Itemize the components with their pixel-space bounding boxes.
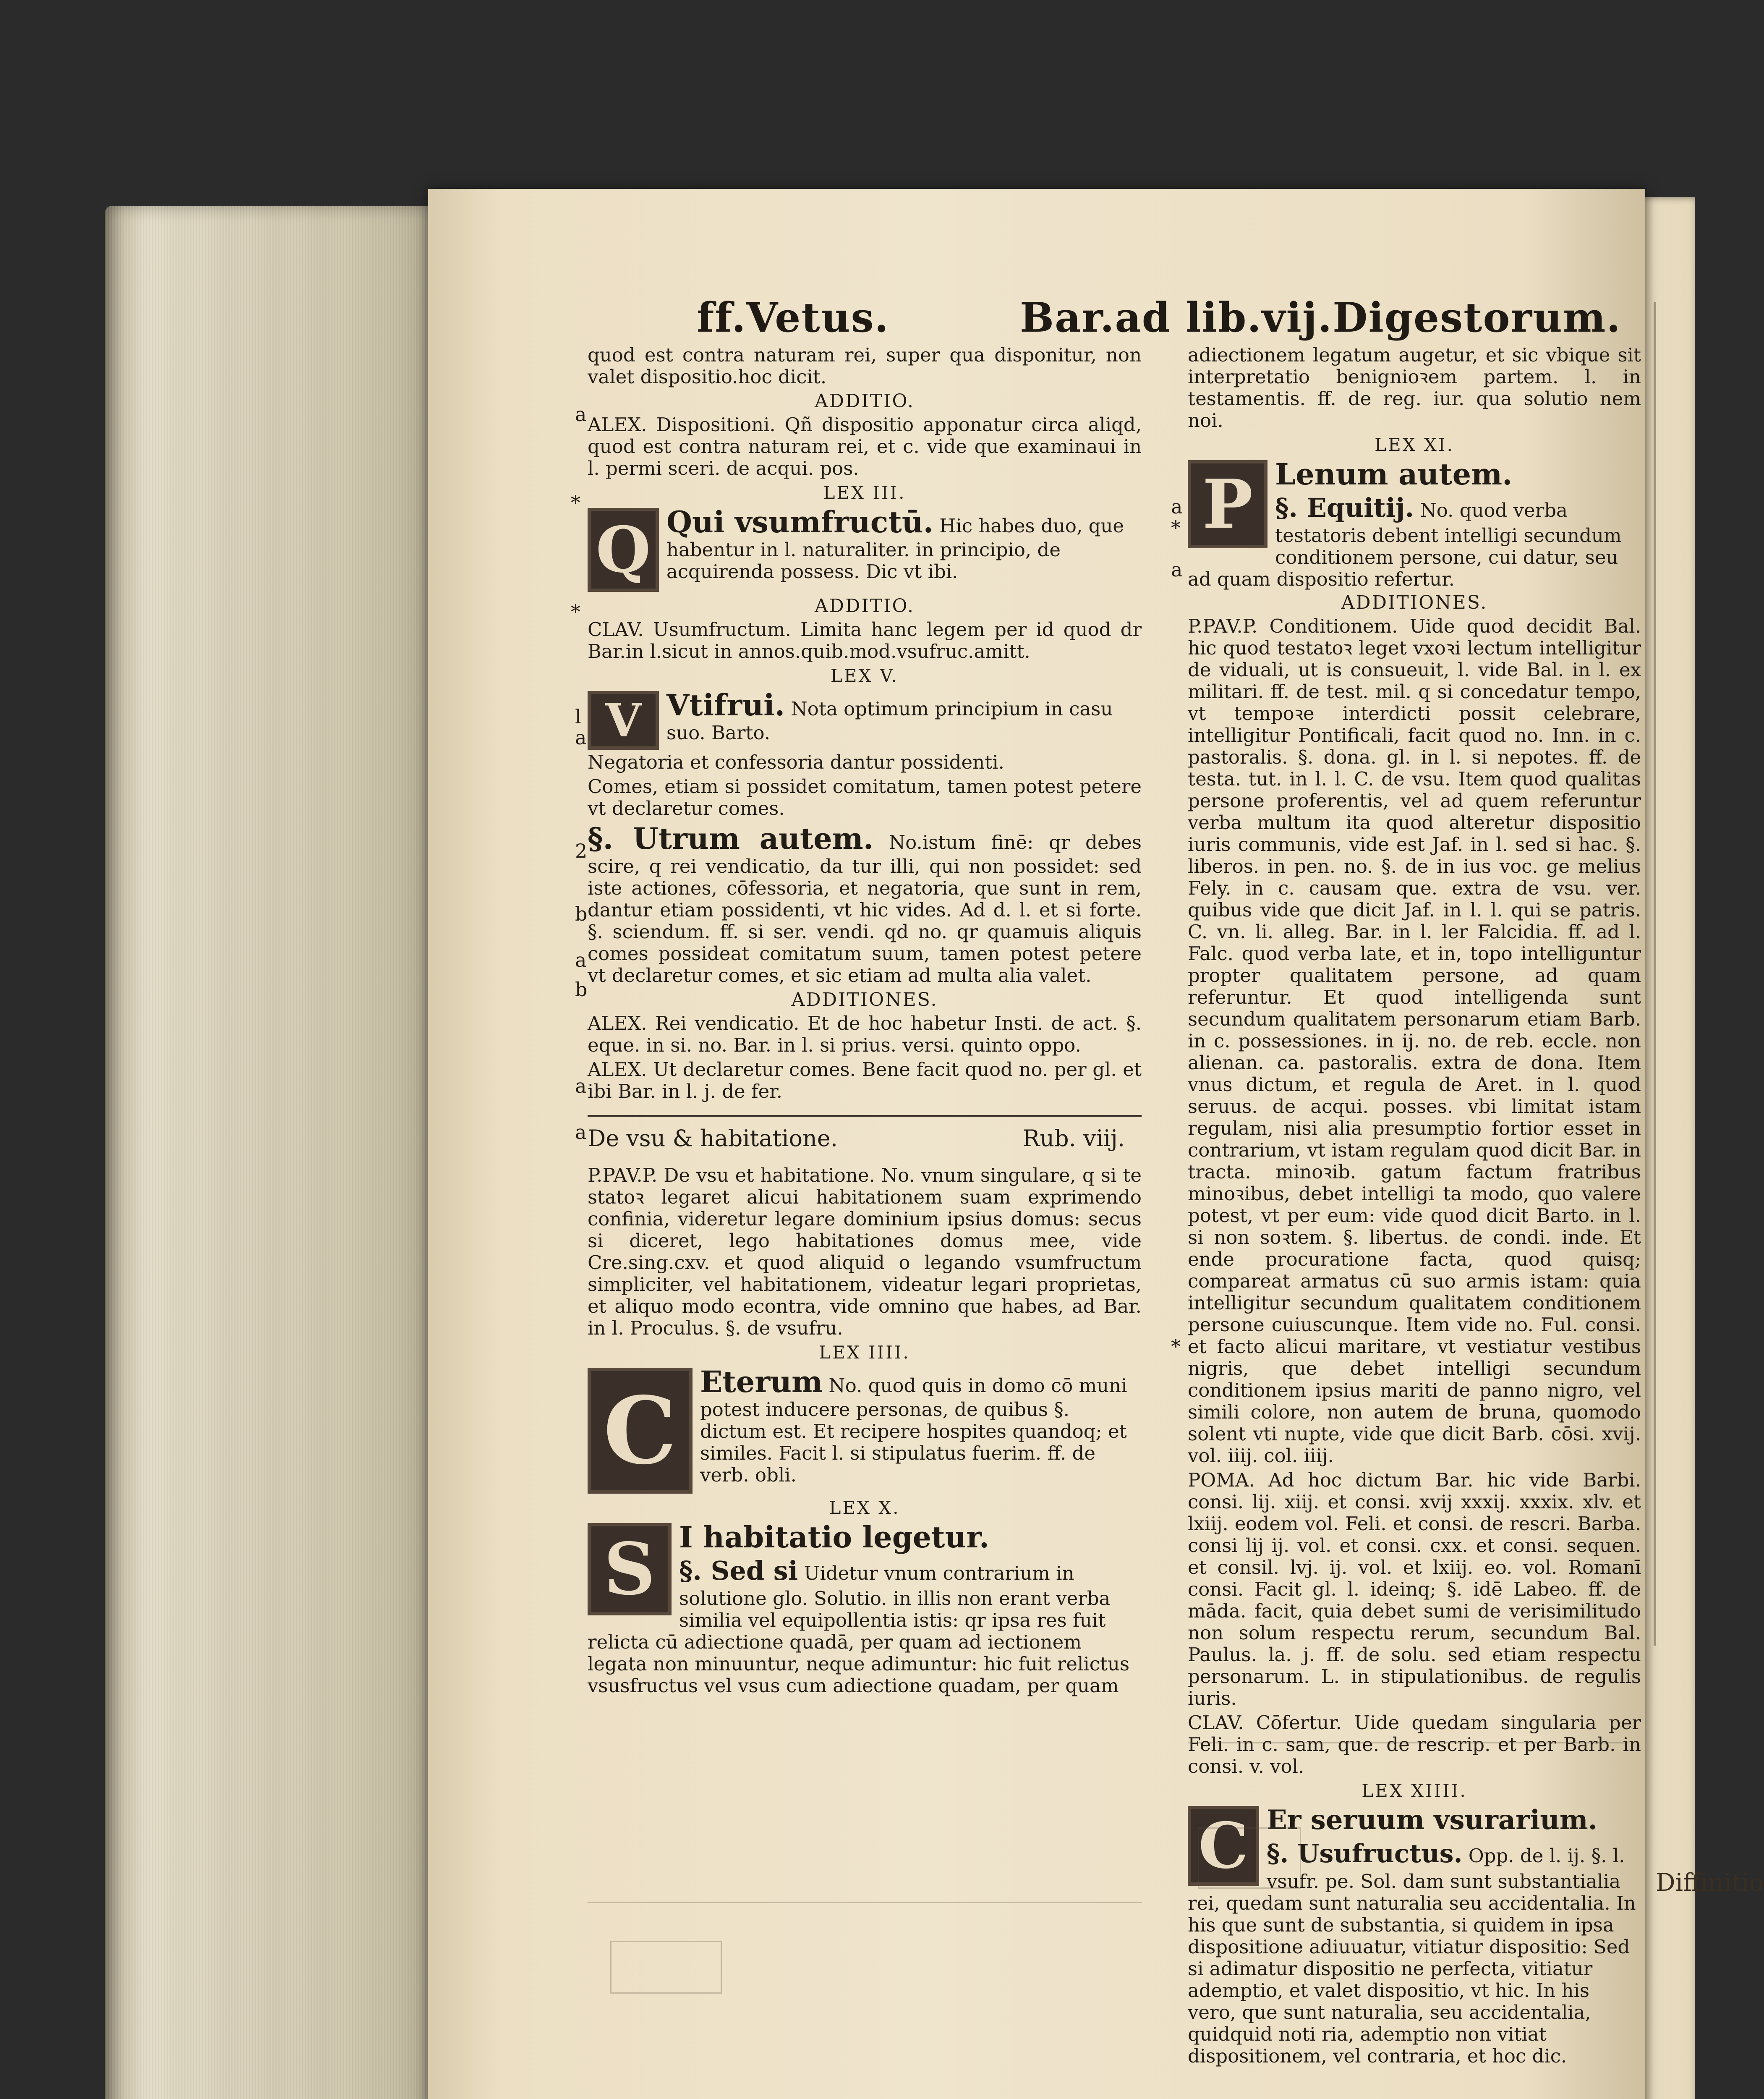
- lex-heading: LEX XIIII.: [1362, 1780, 1467, 1801]
- margin-mark: a: [575, 1075, 587, 1097]
- lex-heading: LEX IIII.: [819, 1342, 910, 1363]
- intro-text: quod est contra naturam rei, super qua disponitur, non valet dispositio.hoc dicit.: [588, 344, 1142, 388]
- margin-mark: *: [1171, 1335, 1181, 1358]
- running-head-right: Bar.ad lib.vij.Digestorum.: [1020, 294, 1621, 341]
- margin-mark: b: [575, 978, 588, 1001]
- lemma: Eterum: [700, 1364, 823, 1399]
- rubric-number: Rub. viij.: [1022, 1125, 1125, 1152]
- decorated-initial-p: P: [1188, 460, 1267, 548]
- margin-mark: a: [575, 949, 587, 971]
- facing-page-strip: [1637, 197, 1764, 2099]
- intro-text: adiectionem legatum augetur, et sic vbique sit interpretatio benignioꝛem partem. l. in testamentis. ff. de reg. iur. qua solutio nem noi.: [1188, 344, 1641, 432]
- margin-mark: *: [571, 491, 580, 514]
- lex-text: Hic habes duo, que habentur in l. naturaliter. in principio, de acquirenda possess. Dic vt ibi.: [666, 515, 1124, 583]
- margin-mark: a: [575, 403, 587, 426]
- lex-text: Nota optimum principium in casu suo. Barto.: [666, 698, 1113, 744]
- decorated-initial-q: Q: [588, 508, 659, 592]
- lemma: §. Usufructus.: [1267, 1839, 1463, 1869]
- bleed-through-right: [1188, 1679, 1628, 1897]
- lemma: §. Sed si: [679, 1555, 798, 1586]
- rubric-line: [588, 1125, 1125, 1152]
- lex-text: Comes, etiam si possidet comitatum, tamen potest petere vt declaretur comes.: [588, 775, 1142, 819]
- additio-text: ALEX. Ut declaretur comes. Bene facit quod no. per gl. et ibi Bar. in l. j. de fer.: [588, 1058, 1142, 1102]
- bleed-through-left: [588, 1868, 1142, 2028]
- margin-mark: *: [1171, 516, 1181, 539]
- utrum-paragraph: [588, 822, 1142, 987]
- lemma: Lenum autem.: [1275, 457, 1513, 492]
- book-page-edges: [105, 206, 432, 2099]
- margin-mark: b: [575, 903, 588, 925]
- lemma: I habitatio legetur.: [679, 1520, 990, 1555]
- margin-mark: *: [571, 600, 580, 623]
- lemma: Er seruum vsurarium.: [1267, 1804, 1597, 1836]
- running-head-left: ff.Vetus.: [697, 294, 889, 341]
- lex-text: Opp. de l. ij. §. l. vsufr. pe. Sol. dam sunt substantialia rei, quedam sunt naturalia seu accidentalia. In his que sunt de substantia, si quidem in ipsa dispositione adiuuatur, vitiatur dispositio: Sed si adimatur dispositio ne perfecta, vitiatur ademptio, et valet dispositio, vt hic. In his vero, que sunt naturalia, seu accidentalia, quidquid noti ria, ademptio non vitiat dispositionem, vel contraria, et hoc dic.: [1188, 1845, 1636, 2067]
- ceterum-block: [588, 1365, 1142, 1495]
- decorated-initial-c: C: [588, 1368, 693, 1494]
- rubric-title: De vsu & habitatione.: [588, 1125, 838, 1152]
- commentary-text: CLAV. Cōfertur. Uide quedam singularia per Feli. in c. sam, que. de rescrip. et per Barb. in consi. v. vol.: [1188, 1712, 1641, 1777]
- lex-text: No.istum finē: qr debes scire, q rei vendicatio, da tur illi, qui non possidet: sed iste actiones, cōfessoria, et negatoria, que sunt in rem, dantur etiam possidenti, vt hic vides. Ad d. l. et si forte. §. sciendum. ff. si ser. vendi. qd no. qr quamuis aliquis comes possideat comitatum suum, tamen potest petere vt declaretur comes, et sic etiam ad multa alia valet.: [588, 831, 1142, 987]
- lemma: §. Equitij.: [1275, 492, 1414, 523]
- lemma: Vtifrui.: [666, 688, 785, 722]
- decorated-initial-s: S: [588, 1523, 672, 1615]
- decorated-initial-c: C: [1188, 1806, 1259, 1886]
- additiones-heading: ADDITIONES.: [1341, 592, 1488, 613]
- facing-page-text: Diffinitio: [1656, 1868, 1764, 1897]
- lex-text: Negatoria et confessoria dantur possidenti.: [588, 751, 1004, 773]
- additio-text: ALEX. Rei vendicatio. Et de hoc habetur Insti. de act. §. eque. in si. no. Bar. in l. si prius. versi. quinto oppo.: [588, 1012, 1142, 1056]
- additio-text: CLAV. Usumfructum. Limita hanc legem per id quod dr Bar.in l.sicut in annos.quib.mod.vsufruc.amitt.: [588, 618, 1142, 662]
- commentary-text: P.PAV.P. Conditionem. Uide quod decidit Bal. hic quod testatoꝛ leget vxoꝛi lectum intelligitur de viduali, ut is consueuit, l. vide Bal. in l. ex militari. ff. de test. mil. q si concedatur tempo, vt tempoꝛe interdicti possit celebrare, intelligitur Pontificali, facit quod no. Inn. in c. pastoralis. §. dona. gl. in l. si nepotes. ff. de testa. tut. in l. l. C. de vsu. Item quod qualitas persone proferentis, vel ad quem referuntur verba multum ita quod alteretur dispositio iuris communis, vide est Jaf. in l. sed si hac. §. liberos. in pen. no. §. de in ius voc. ge melius Fely. in c. causam que. extra de vsu. ver. quibus vide que dicit Jaf. in l. l. qui se patris. C. vn. li. alleg. Bar. in l. ler Falcidia. ff. ad l. Falc. quod verba late, et in, topo intelliguntur propter qualitatem persone, ad quam referuntur. Et quod intelligenda sunt secundum qualitatem personarum etiam Barb. in c. possessiones. in ij. no. de reb. eccle. non alienan. ca. pastoralis. extra de dona. Item vnus dictum, et regula de Aret. in l. quod seruus. de acqui. posses. vbi limitat istam regulam, nisi alia presumptio fortior esset in contrarium, vt istam regulam quod dicit Bar. in tracta. minoꝛib. gatum factum fratribus minoꝛibus, debet intelligi ta modo, quo valere potest, vt per eum: vide quod dicit Barto. in l. si non soꝛtem. §. libertus. de condi. inde. Et ende procuratione facta, quod quisq; compareat armatus cū suo armis istam: quia intelligitur secundum qualitatem conditionem persone cuiuscunque. Item vide no. Ful. consi. et facto alicui maritare, vt vestiatur vestibus nigris, que debet intelligi secundum conditionem ipsius mariti de panno nigro, vel simili colore, non autem de bruna, quomodo solent vti nupte, vide que dicit Barb. cōsi. xvij. vol. iiij. col. iiij.: [1188, 615, 1641, 1467]
- habitatio-block: [588, 1521, 1142, 1697]
- lex-heading: LEX V.: [830, 665, 899, 686]
- left-text-column: [588, 344, 1142, 1697]
- lex-text: Uidetur vnum contrarium in solutione glo. Solutio. in illis non erant verba similia vel equipollentia istis: qr ipsa res fuit relicta cū adiectione quadā, per quam ad iectionem legata non minuuntur, neque adimuntur: hic fuit relictus vsusfructus vel vsus cum adiectione quadam, per quam: [588, 1562, 1130, 1697]
- margin-mark: l: [575, 705, 581, 728]
- margin-mark: a: [1171, 558, 1183, 581]
- horizontal-rule: [588, 1115, 1142, 1117]
- margin-mark: 2: [575, 840, 588, 862]
- lex-text: No. quod quis in domo cō muni potest inducere personas, de quibus §. dictum est. Et recipere hospites quandoq; et similes. Facit l. si stipulatus fuerim. ff. de verb. obli.: [700, 1374, 1127, 1486]
- plenum-block: [1188, 458, 1641, 590]
- decorated-initial-v: V: [588, 691, 659, 750]
- additio-text: ALEX. Dispositioni. Qñ dispositio apponatur circa aliqd, quod est contra naturam rei, et c. vide que examinaui in l. permi sceri. de acqui. pos.: [588, 414, 1142, 479]
- commentary-text: POMA. Ad hoc dictum Bar. hic vide Barbi. consi. lij. xiij. et consi. xvij xxxij. xxxix. xlv. et lxiij. eodem vol. Feli. et consi. de rescri. Barba. consi lij ij. vol. et consi. cxx. et consi. sequen. et consil. lvj. ij. vol. et lxiij. eo. vol. Romanī consi. Facit gl. l. ideinq; §. idē Labeo. ff. de māda. facit, quia debet sumi de verisimilitudo non solum respectu rerum, secundum Bal. Paulus. la. j. ff. de solu. sed etiam respectu personarum. L. in stipulationibus. de regulis iuris.: [1188, 1469, 1641, 1709]
- lex-heading: LEX III.: [823, 482, 906, 503]
- lex-heading: LEX X.: [829, 1497, 900, 1518]
- lemma: §. Utrum autem.: [588, 821, 874, 856]
- lex3-block: [588, 505, 1142, 594]
- lex5-block: [588, 688, 1142, 751]
- additio-heading: ADDITIO.: [815, 390, 915, 412]
- lemma: Qui vsumfructū.: [666, 505, 933, 539]
- margin-mark: a: [1171, 495, 1183, 518]
- margin-mark: a: [575, 726, 587, 749]
- additio-heading: ADDITIO.: [815, 595, 915, 617]
- woodcut-border: [1654, 302, 1694, 1646]
- margin-mark: a: [575, 1121, 587, 1144]
- lex-text: No. quod verba testatoris debent intelligi secundum conditionem persone, cui datur, seu ad quam dispositio refertur.: [1188, 499, 1622, 590]
- lex-heading: LEX XI.: [1375, 434, 1454, 455]
- commentary-text: P.PAV.P. De vsu et habitatione. No. vnum singulare, q si te statoꝛ legaret alicui habitationem suam exprimendo confinia, videretur legare dominium ipsius domus: secus si diceret, lego habitationes domus mee, vide Cre.sing.cxv. et quod aliquid o legando vsumfructum simpliciter, vel habitationem, videatur legari proprietas, et aliquo modo econtra, vide omnino que habes, ad Bar. in l. Proculus. §. de vsufru.: [588, 1164, 1142, 1339]
- additiones-heading: ADDITIONES.: [791, 989, 938, 1010]
